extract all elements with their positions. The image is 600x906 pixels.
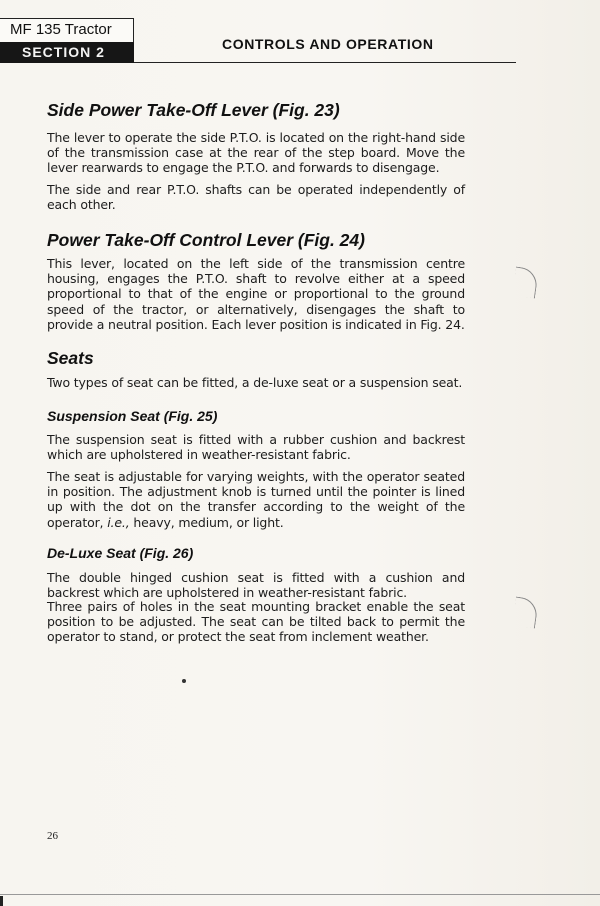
suspension-text-ie: i.e., [107, 514, 130, 530]
header-section-label: SECTION 2 [0, 42, 134, 63]
paragraph-suspension-seat-1: The suspension seat is fitted with a rubber cushion and backrest which are upholstered in weather-resistant fabric. [47, 432, 465, 463]
suspension-text-a: The seat is adjustable for varying weights, with the operator seated in position. The adjustment knob is turned until the pointer is lined up with the dot on the transfer according to the weight of the operator, [47, 469, 465, 530]
heading-pto-control-lever: Power Take-Off Control Lever (Fig. 24) [47, 230, 365, 250]
paragraph-pto-control-1: This lever, located on the left side of the transmission centre housing, engages the P.T.O. shaft to revolve either at a speed proportional to that of the engine or proportional to the ground speed of the tractor, or alternatively, disengages the shaft to provide a neutral position. Each lever position is indicated in Fig. 24. [47, 256, 465, 332]
heading-deluxe-seat: De-Luxe Seat (Fig. 26) [47, 545, 194, 561]
heading-side-pto-lever: Side Power Take-Off Lever (Fig. 23) [47, 100, 340, 120]
header-chapter-title: CONTROLS AND OPERATION [222, 36, 434, 52]
page-corner-tick [0, 896, 3, 906]
header-rule [134, 62, 516, 63]
heading-suspension-seat: Suspension Seat (Fig. 25) [47, 408, 218, 424]
paragraph-seats-1: Two types of seat can be fitted, a de-luxe seat or a suspension seat. [47, 375, 463, 390]
paragraph-suspension-seat-2 [47, 469, 465, 530]
paragraph-deluxe-seat-2: Three pairs of holes in the seat mounting bracket enable the seat position to be adjusted. The seat can be tilted back to permit the operator to stand, or protect the seat from inclement weather. [47, 599, 465, 645]
page-bottom-edge [0, 894, 600, 895]
paragraph-deluxe-seat-1: The double hinged cushion seat is fitted with a cushion and backrest which are upholstered in weather-resistant fabric. [47, 570, 465, 601]
stray-dot [182, 679, 186, 683]
page-number: 26 [47, 830, 58, 842]
paragraph-side-pto-2: The side and rear P.T.O. shafts can be operated independently of each other. [47, 182, 465, 213]
heading-seats: Seats [47, 348, 94, 368]
paragraph-side-pto-1: The lever to operate the side P.T.O. is located on the right-hand side of the transmission case at the rear of the step board. Move the lever rearwards to engage the P.T.O. and forwards to disengage. [47, 130, 465, 176]
suspension-text-b: heavy, medium, or light. [129, 514, 284, 530]
header-model: MF 135 Tractor [10, 21, 112, 38]
